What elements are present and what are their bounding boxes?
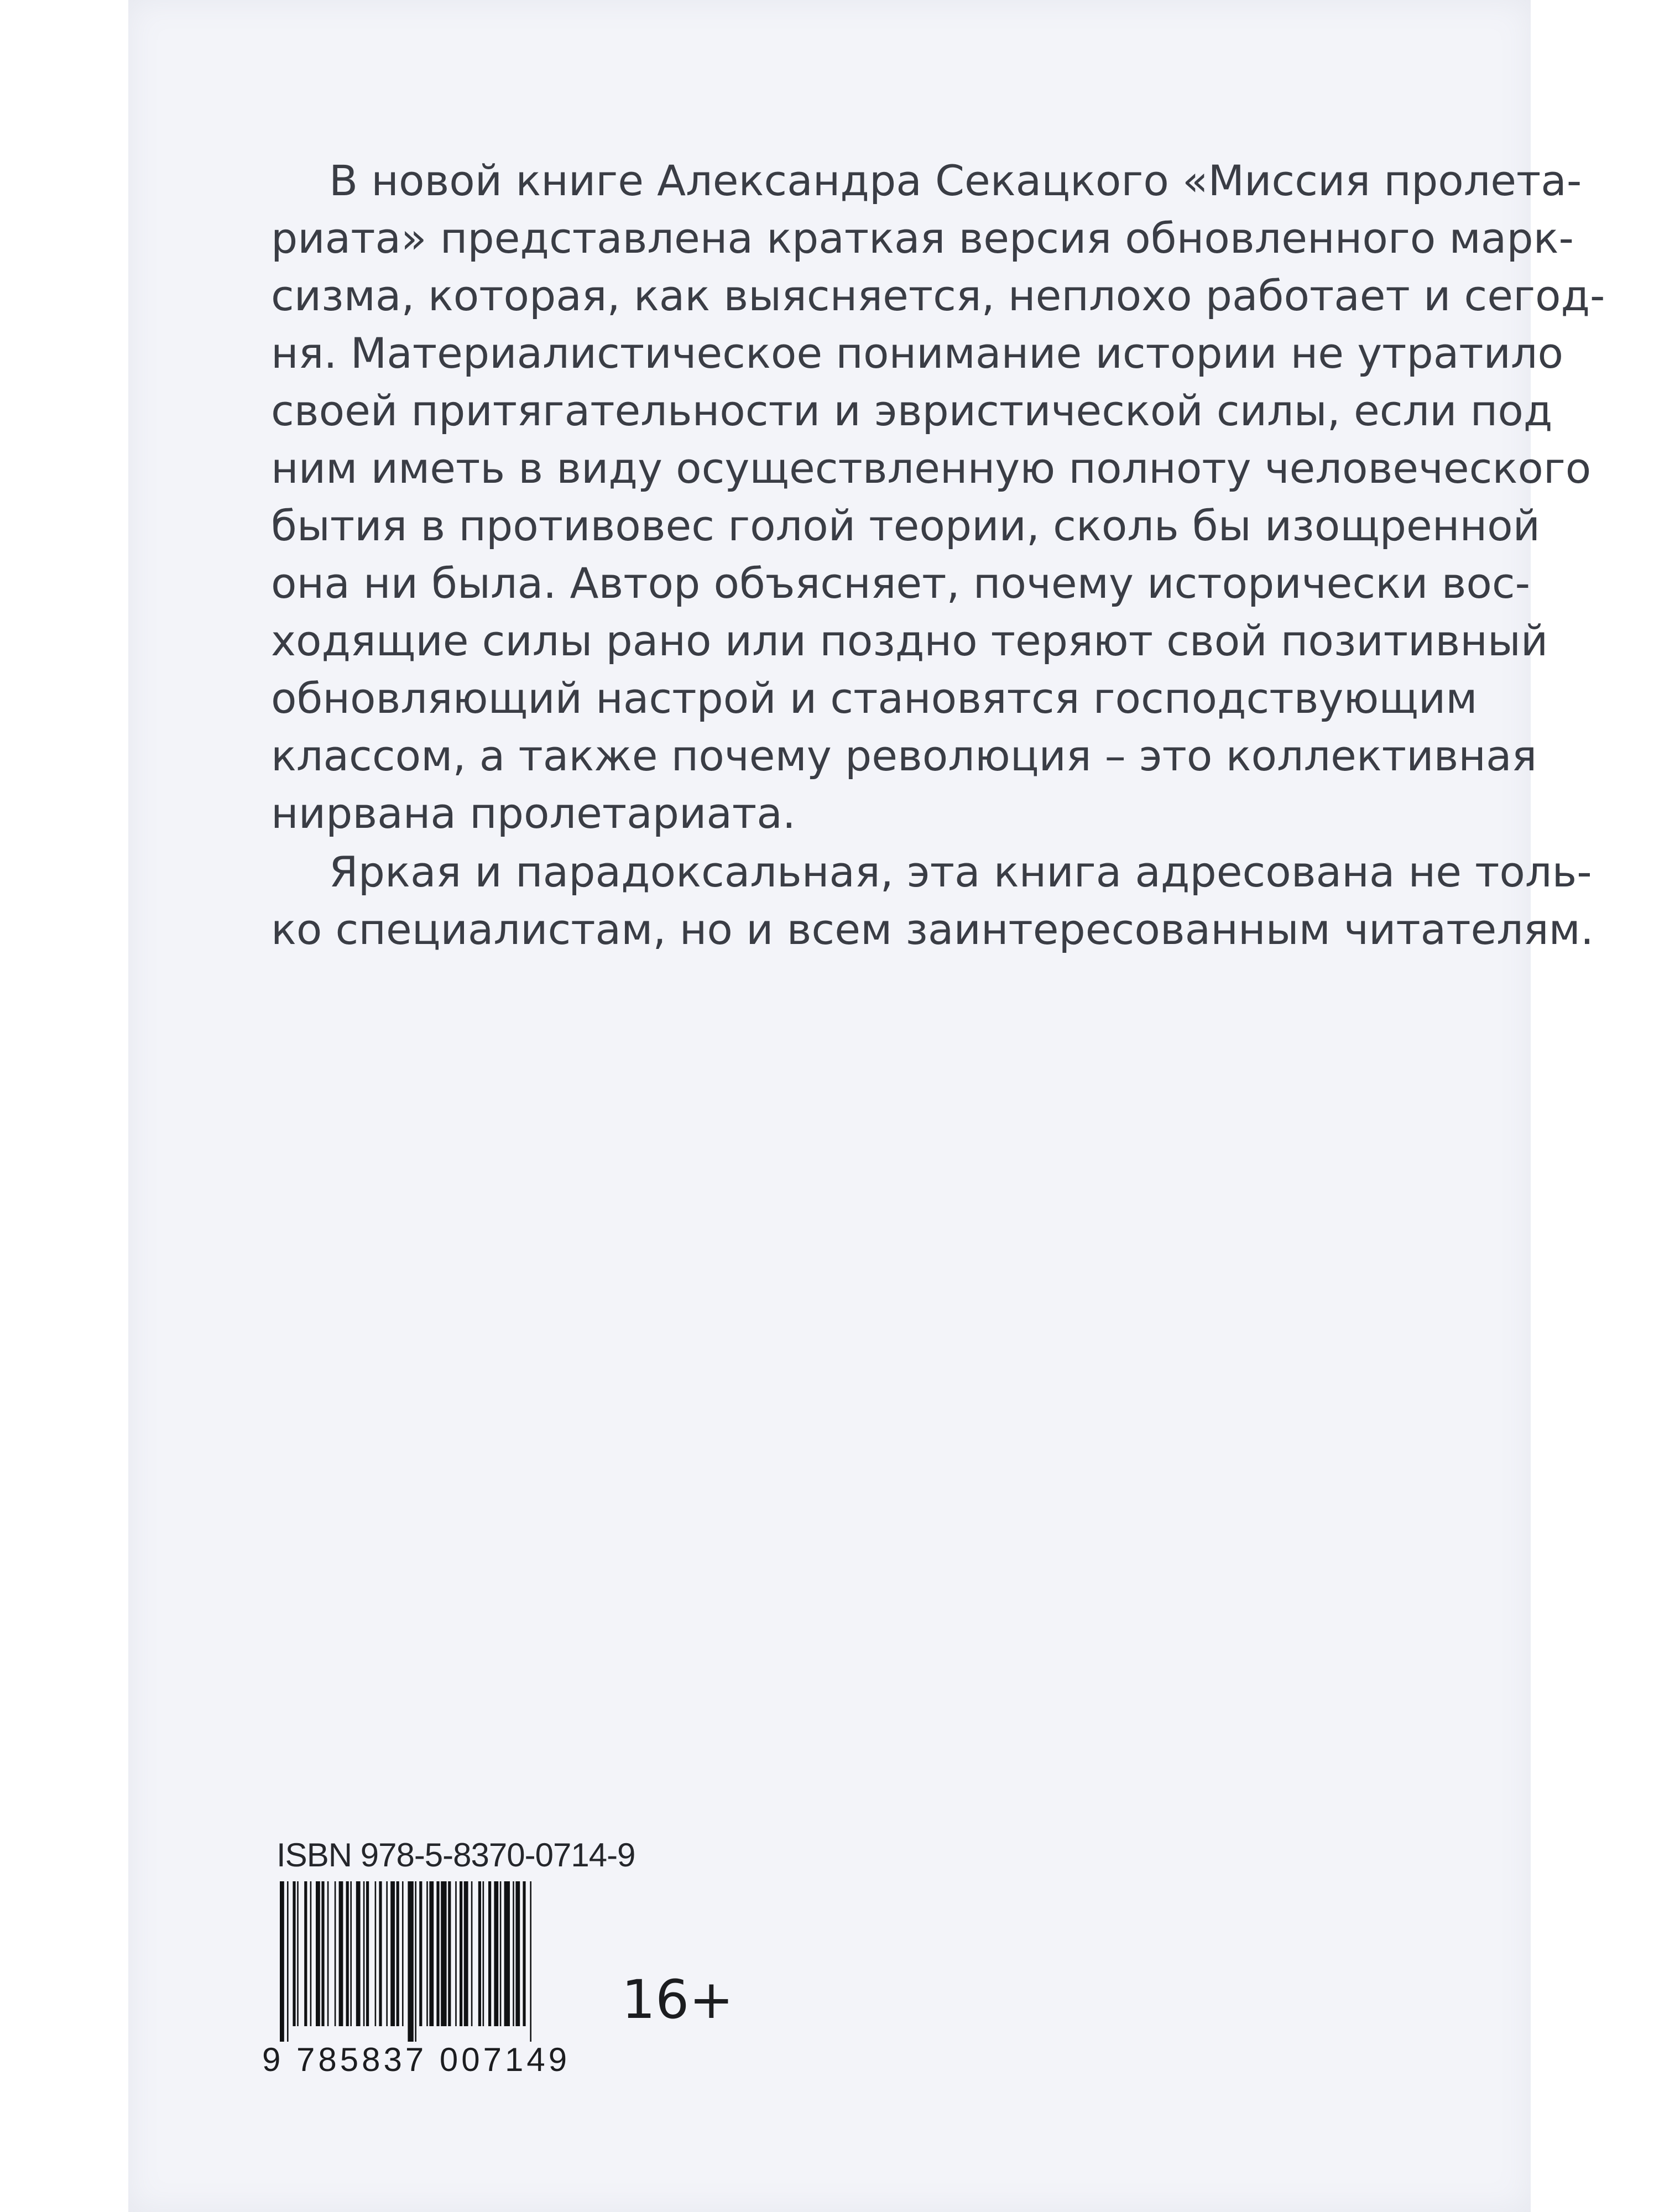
barcode-bar <box>346 1881 349 2026</box>
blurb-text <box>271 152 1605 958</box>
barcode-bar <box>293 1881 295 2026</box>
barcode-bar <box>455 1881 457 2026</box>
barcode-bar <box>287 1881 289 2042</box>
barcode-bar <box>402 1881 404 2026</box>
barcode-bar <box>356 1881 361 2026</box>
barcode-bar <box>513 1881 514 2026</box>
blurb-line: В новой книге Александра Секацкого «Миссия пролета- <box>329 156 1582 205</box>
barcode-bar <box>408 1881 413 2042</box>
age-rating-badge: 16+ <box>622 1969 734 2031</box>
barcode-bar <box>448 1881 451 2026</box>
blurb-line: ходящие силы рано или поздно теряют свой позитивный <box>271 616 1548 665</box>
blurb-paragraph-2 <box>271 843 1594 958</box>
barcode-bar <box>386 1881 388 2026</box>
barcode-bar <box>280 1881 284 2042</box>
barcode-bar <box>415 1881 416 2042</box>
blurb-line: сизма, которая, как выясняется, неплохо работает и сегод- <box>271 271 1605 320</box>
barcode-bar <box>350 1881 352 2026</box>
blurb-line: нирвана пролетариата. <box>271 789 796 838</box>
blurb-line: ня. Материалистическое понимание истории не утратило <box>271 328 1563 378</box>
barcode-bar <box>515 1881 520 2026</box>
barcode-bar <box>471 1881 473 2026</box>
barcode-bar <box>460 1881 462 2026</box>
isbn-label: ISBN 978-5-8370-0714-9 <box>276 1837 635 1874</box>
barcode-bar <box>494 1881 498 2026</box>
barcode-bar <box>530 1881 531 2042</box>
barcode-bar <box>375 1881 377 2026</box>
barcode-bar <box>523 1881 525 2026</box>
barcode-bar <box>429 1881 434 2026</box>
barcode-bar <box>339 1881 343 2026</box>
barcode-bar <box>316 1881 320 2026</box>
blurb-line: своей притягательности и эвристической силы, если под <box>271 386 1553 435</box>
barcode-bar <box>464 1881 468 2026</box>
barcode-bar <box>478 1881 481 2026</box>
barcode-bar <box>419 1881 422 2026</box>
barcode-bar <box>500 1881 502 2026</box>
barcode-bar <box>426 1881 428 2026</box>
barcode-bar <box>379 1881 382 2026</box>
barcode-bar <box>436 1881 439 2026</box>
barcode-image <box>276 1881 586 2042</box>
blurb-line: Яркая и парадоксальная, эта книга адресована не толь- <box>329 847 1592 896</box>
barcode-bar <box>366 1881 369 2026</box>
barcode-bar <box>304 1881 307 2026</box>
barcode-bar <box>363 1881 365 2026</box>
blurb-line: риата» представлена краткая версия обновленного марк- <box>271 213 1574 263</box>
blurb-line: обновляющий настрой и становятся господствующим <box>271 674 1478 723</box>
barcode-bar <box>441 1881 446 2026</box>
barcode-bar <box>310 1881 312 2026</box>
barcode-bar <box>297 1881 299 2026</box>
blurb-line: классом, а также почему революция – это коллективная <box>271 731 1537 780</box>
barcode-digits: 9 785837 007149 <box>262 2041 571 2078</box>
blurb-line: ко специалистам, но и всем заинтересованным читателям. <box>271 905 1594 954</box>
barcode-bar <box>327 1881 329 2026</box>
blurb-line: бытия в противовес голой теории, сколь бы изощренной <box>271 501 1541 550</box>
barcode-bar <box>335 1881 336 2026</box>
barcode-bar <box>390 1881 395 2026</box>
blurb-line: она ни была. Автор объясняет, почему исторически вос- <box>271 559 1531 608</box>
blurb-paragraph-1 <box>271 152 1605 842</box>
barcode-bar <box>321 1881 324 2026</box>
barcode-bar <box>504 1881 510 2026</box>
barcode-bar <box>488 1881 491 2026</box>
barcode-bar <box>397 1881 399 2026</box>
blurb-line: ним иметь в виду осуществленную полноту человеческого <box>271 444 1592 493</box>
barcode-bar <box>483 1881 484 2026</box>
